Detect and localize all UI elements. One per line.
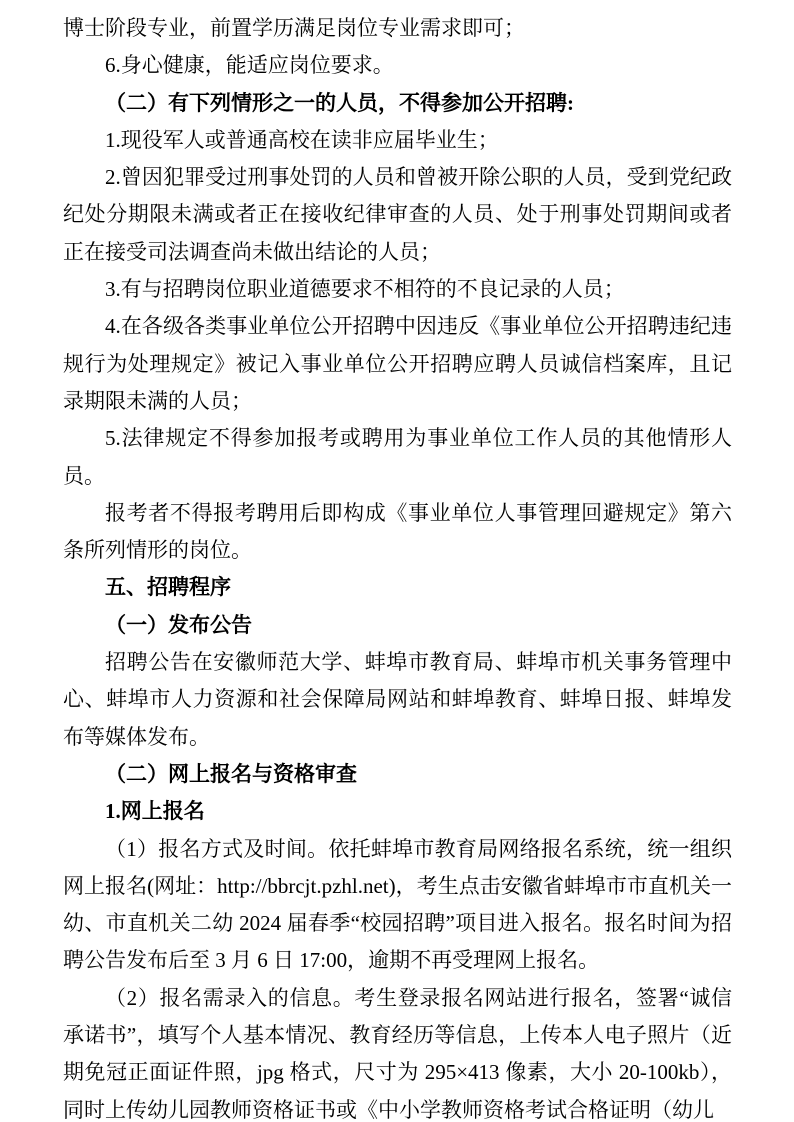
paragraph-disqualification-item-2: 2.曾因犯罪受过刑事处罚的人员和曾被开除公职的人员，受到党纪政纪处分期限未满或者正在接收纪律审查的人员、处于刑事处罚期间或者正在接受司法调查尚未做出结论的人员； [63, 165, 732, 264]
heading-section-2-disqualifications: （二）有下列情形之一的人员，不得参加公开招聘: [105, 90, 574, 115]
heading-chapter-5-recruitment-procedure: 五、招聘程序 [105, 576, 231, 600]
paragraph-disqualification-item-5: 5.法律规定不得参加报考或聘用为事业单位工作人员的其他情形人员。 [63, 426, 732, 488]
paragraph-registration-required-info: （2）报名需录入的信息。考生登录报名网站进行报名，签署“诚信承诺书”，填写个人基本情况、教育经历等信息，上传本人电子照片（近期免冠正面证件照，jpg 格式，尺寸为 295×413 像素，大小 20-100kb），同时上传幼儿园教师资格证书或《中小学教师资格考试合格证明（幼儿 [63, 985, 732, 1122]
heading-section-1-announcement: （一）发布公告 [105, 612, 252, 637]
paragraph-avoidance-rule: 报考者不得报考聘用后即构成《事业单位人事管理回避规定》第六条所列情形的岗位。 [63, 500, 732, 563]
paragraph-registration-method-and-time: （1）报名方式及时间。依托蚌埠市教育局网络报名系统，统一组织网上报名(网址：http://bbrcjt.pzhl.net)，考生点击安徽省蚌埠市市直机关一幼、市直机关二幼 2024 届春季“校园招聘”项目进入报名。报名时间为招聘公告发布后至 3 月 6 日 17:00，逾期不再受理网上报名。 [63, 836, 732, 973]
paragraph-condition-6-health: 6.身心健康，能适应岗位要求。 [105, 53, 394, 78]
paragraph-disqualification-item-3: 3.有与招聘岗位职业道德要求不相符的不良记录的人员； [105, 277, 625, 302]
paragraph-disqualification-item-4: 4.在各级各类事业单位公开招聘中因违反《事业单位公开招聘违纪违规行为处理规定》被记入事业单位公开招聘应聘人员诚信档案库，且记录期限未满的人员； [63, 314, 732, 413]
heading-subsection-1-online-registration: 1.网上报名 [105, 799, 205, 824]
paragraph-announcement-media: 招聘公告在安徽师范大学、蚌埠市教育局、蚌埠市机关事务管理中心、蚌埠市人力资源和社会保障局网站和蚌埠教育、蚌埠日报、蚌埠发布等媒体发布。 [63, 650, 732, 749]
paragraph-prev-page-continuation: 博士阶段专业，前置学历满足岗位专业需求即可； [63, 16, 525, 40]
paragraph-disqualification-item-1: 1.现役军人或普通高校在读非应届毕业生； [105, 127, 499, 152]
heading-section-2-online-registration-review: （二）网上报名与资格审查 [105, 761, 357, 786]
